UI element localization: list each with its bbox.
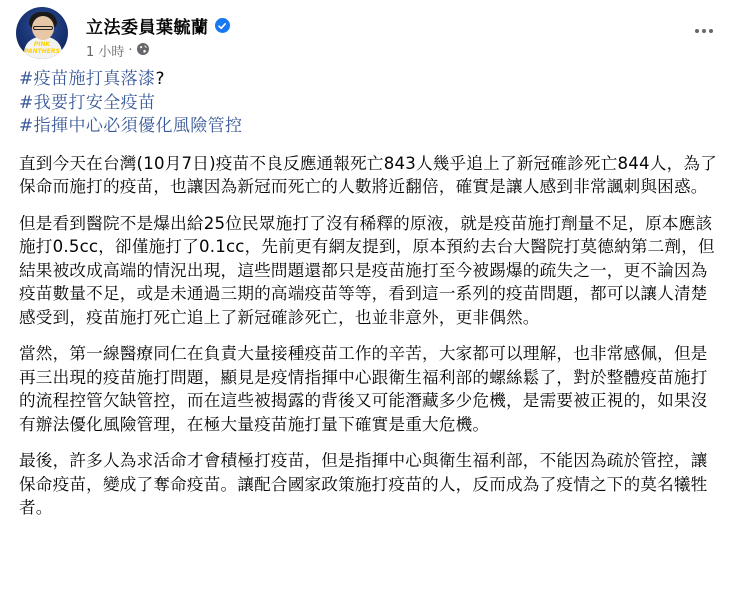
hashtag-link[interactable]: #我要打安全疫苗: [19, 92, 156, 113]
post-paragraph: 但是看到醫院不是爆出給25位民眾施打了沒有稀釋的原液，就是疫苗施打劑量不足，原本應該施打0.5cc，卻僅施打了0.1cc，先前更有網友提到，原本預約去台大醫院打莫德納第二劑，但結果被改成高端的情況出現，這些問題還都只是疫苗施打至今被踢爆的疏失之一，更不論因為疫苗數量不足，或是未通過三期的高端疫苗等等，看到這一系列的疫苗問題，都可以讓人清楚感受到，疫苗施打死亡追上了新冠確診死亡，也並非意外，更非偶然。: [19, 213, 715, 327]
hashtag-link[interactable]: #指揮中心必須優化風險管控: [19, 116, 243, 136]
post-paragraph: 當然，第一線醫療同仁在負責大量接種疫苗工作的辛苦，大家都可以理解，也非常感佩，但是再三出現的疫苗施打問題，顯見是疫情指揮中心跟衛生福利部的螺絲鬆了，對於整體疫苗施打的流程控管欠缺管控，而在這些被揭露的背後又可能潛藏多少危機，是需要被正視的，如果沒有辦法優化風險管理，在極大量疫苗施打量下確實是重大危機。: [19, 344, 708, 434]
meta-separator: ·: [128, 43, 133, 58]
more-options-icon[interactable]: [688, 15, 720, 47]
globe-icon[interactable]: [137, 43, 149, 59]
avatar-caption: PINK PANTHERS: [24, 41, 60, 55]
author-name[interactable]: 立法委員葉毓蘭: [86, 18, 209, 38]
post-timestamp[interactable]: 1 小時: [86, 45, 125, 60]
author-line: [86, 13, 230, 38]
hashtag-link[interactable]: #疫苗施打真落漆?: [19, 69, 165, 89]
verified-badge-icon: [215, 18, 230, 33]
post-content: [19, 68, 721, 520]
post-header: [14, 7, 720, 59]
post-paragraph: 最後，許多人為求活命才會積極打疫苗，但是指揮中心與衛生福利部，不能因為疏於管控，讓保命疫苗，變成了奪命疫苗。讓配合國家政策施打疫苗的人，反而成為了疫情之下的莫名犧牲者。: [19, 451, 708, 517]
post-paragraph: 直到今天在台灣(10月7日)疫苗不良反應通報死亡843人幾乎追上了新冠確診死亡844人，為了保命而施打的疫苗，也讓因為新冠而死亡的人數將近翻倍，確實是讓人感到非常諷刺與困惑。: [19, 153, 717, 196]
hashtag-list: [19, 68, 721, 139]
avatar[interactable]: [16, 7, 68, 59]
post-meta: [86, 41, 149, 60]
